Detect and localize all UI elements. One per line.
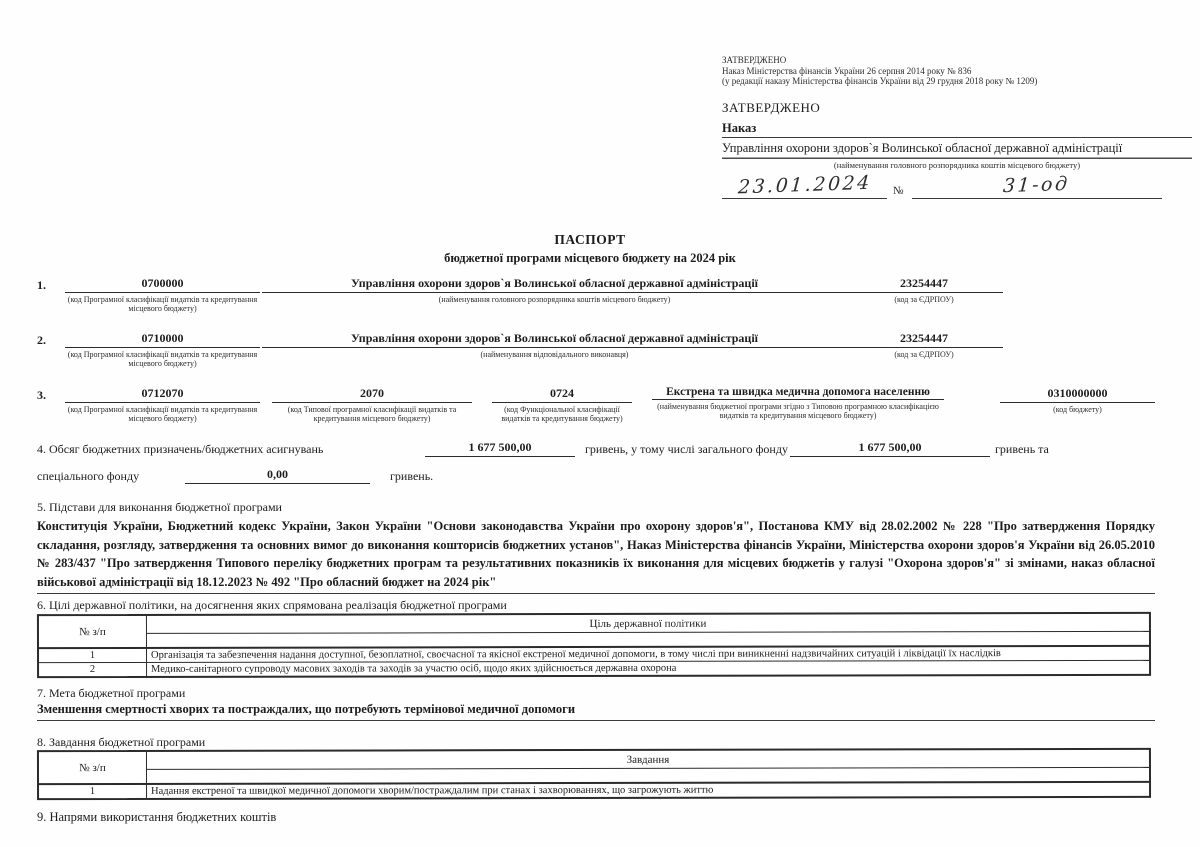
approving-organization: Управління охорони здоров`я Волинської обласної державної адміністрації — [722, 138, 1192, 159]
handwritten-date-field — [722, 171, 887, 199]
item1-code-field — [65, 276, 260, 314]
title-line1: ПАСПОРТ — [554, 232, 626, 247]
item1-name: Управління охорони здоров`я Волинської обласної державної адміністрації — [262, 276, 847, 293]
section8-heading: 8. Завдання бюджетної програми — [37, 735, 206, 749]
section7-goal-text: Зменшення смертності хворих та постраждалих, що потребують термінової медичної допомоги — [37, 702, 1155, 721]
section4-special-tail-text: гривень. — [390, 469, 434, 483]
section8-header-blank-row — [147, 768, 1149, 783]
section8-col-task-header-cell — [147, 750, 1149, 783]
section6-col-goal-header: Ціль державної політики — [147, 614, 1149, 634]
item1-name-caption: (найменування головного розпорядника коштів місцевого бюджету) — [438, 294, 671, 304]
section4-special-fund-label: спеціального фонду — [37, 469, 140, 483]
item3-program-name: Екстрена та швидка медична допомога населенню — [652, 386, 944, 400]
handwritten-date: 23.01.2024 — [736, 171, 873, 198]
item2-edrpou-field — [845, 331, 1003, 359]
section4-total-amount: 1 677 500,00 — [425, 440, 575, 457]
approved-stamp-small: ЗАТВЕРДЖЕНО — [722, 55, 787, 65]
item3-code-field — [65, 386, 260, 424]
item2-name: Управління охорони здоров`я Волинської обласної державної адміністрації — [262, 331, 847, 348]
table-row — [39, 647, 1149, 662]
section4-special-fund-amount: 0,00 — [185, 467, 370, 484]
handwritten-number-field — [912, 174, 1162, 199]
handwritten-number: 31-од — [1002, 172, 1071, 197]
item2-name-caption: (найменування відповідального виконавця) — [480, 349, 629, 359]
section8-row1-number: 1 — [39, 785, 147, 798]
section6-col-number-header: № з/п — [39, 616, 147, 647]
item1-code-caption: (код Програмної класифікації видатків та кредитування місцевого бюджету) — [67, 294, 258, 313]
section8-row1-text: Надання екстреної та швидкої медичної допомоги хворим/постраждалим при станах і захворюваннях, що загрожують життю — [151, 784, 714, 797]
section5-legal-basis-text: Конституція України, Бюджетний кодекс України, Закон України "Основи законодавства України про охорону здоров'я", Постанова КМУ від 28.02.2002 № 228 "Про затвердження Порядку складання, розгляду, затвердження та основних вимог до виконання кошторисів бюджетних установ", Наказ Міністерства фінансів України, Міністерства охорони здоров'я України від 26.05.2010 № 283/437 "Про затвердження Типового переліку бюджетних програм та результативних показників їх виконання для місцевих бюджетів у галузі "Охорона здоров'я" зі змінами, наказ обласної військової адміністрації від 18.12.2023 № 492 "Про обласний бюджет на 2024 рік" — [37, 517, 1155, 594]
section6-row2-number: 2 — [39, 663, 147, 676]
approved-stamp: ЗАТВЕРДЖЕНО — [722, 99, 821, 115]
item3-budget-code: 0310000000 — [1000, 386, 1155, 403]
section7-heading: 7. Мета бюджетної програми — [37, 686, 186, 700]
section6-row1-text: Організація та забезпечення надання доступної, безоплатної, своєчасної та якісної екстреної медичної допомоги, в тому числі при виникненні надзвичайних ситуацій і ліквідації їх наслідків — [151, 648, 1001, 661]
item3-tpkvk: 2070 — [272, 386, 472, 403]
section8-table-header — [39, 750, 1149, 783]
section8-table-body — [39, 781, 1149, 798]
section6-header-blank-row — [147, 632, 1149, 647]
section6-table-header — [39, 614, 1149, 647]
item3-budget-code-caption: (код бюджету) — [1053, 404, 1102, 414]
item2-code: 0710000 — [65, 331, 260, 348]
item3-budget-code-field — [1000, 386, 1155, 414]
item2-edrpou: 23254447 — [845, 331, 1003, 348]
section6-col-goal-header-cell — [147, 614, 1149, 647]
section5-heading: 5. Підстави для виконання бюджетної програми — [37, 500, 282, 514]
section9-heading: 9. Напрями використання бюджетних коштів — [37, 810, 277, 824]
section8-col-number-header: № з/п — [39, 752, 147, 783]
number-sign-label: № — [893, 184, 904, 197]
order-reference-line2: (у редакції наказу Міністерства фінансів України від 29 грудня 2018 року № 1209) — [722, 76, 1038, 86]
section6-row1-number: 1 — [39, 649, 147, 662]
section6-table-body — [39, 645, 1149, 676]
section6-heading: 6. Цілі державної політики, на досягнення яких спрямована реалізація бюджетної програми — [37, 598, 507, 612]
order-label: Наказ — [722, 121, 1192, 138]
document-title — [0, 232, 1180, 266]
item2-edrpou-caption: (код за ЄДРПОУ) — [894, 349, 954, 359]
item3-fk-caption: (код Функціональної класифікації видатків та кредитування бюджету) — [501, 404, 623, 423]
item3-fk-field — [492, 386, 632, 424]
table-row — [39, 783, 1149, 798]
item3-program-field — [652, 386, 944, 421]
title-line2: бюджетної програми місцевого бюджету на 2024 рік — [444, 251, 736, 265]
item3-fk: 0724 — [492, 386, 632, 403]
item1-edrpou: 23254447 — [845, 276, 1003, 293]
item2-name-field — [262, 331, 847, 359]
section8-tasks-table — [37, 748, 1151, 800]
item1-name-field — [262, 276, 847, 304]
item1-number: 1. — [37, 278, 46, 292]
item3-code: 0712070 — [65, 386, 260, 403]
item2-number: 2. — [37, 333, 46, 347]
section4-label: 4. Обсяг бюджетних призначень/бюджетних асигнувань — [37, 442, 324, 456]
section4-general-fund-amount: 1 677 500,00 — [790, 440, 990, 457]
section6-row2-text: Медико-санітарного супроводу масових заходів та заходів за участю осіб, щодо яких здійснюється державна охорона — [151, 662, 677, 675]
order-reference-line1: Наказ Міністерства фінансів України 26 серпня 2014 року № 836 — [722, 65, 972, 76]
item3-program-caption: (найменування бюджетної програми згідно з Типовою програмною класифікацією видатків та кредитування місцевого бюджету) — [657, 401, 939, 420]
item3-number: 3. — [37, 388, 46, 402]
item1-edrpou-caption: (код за ЄДРПОУ) — [894, 294, 954, 304]
item2-code-field — [65, 331, 260, 369]
item1-code: 0700000 — [65, 276, 260, 293]
handwritten-line — [722, 171, 1192, 199]
section4-mid-text: гривень, у тому числі загального фонду — [585, 442, 788, 456]
item3-tpkvk-field — [272, 386, 472, 424]
section6-goals-table — [37, 612, 1151, 678]
section8-col-task-header: Завдання — [147, 750, 1149, 770]
item1-edrpou-field — [845, 276, 1003, 304]
section4-tail-text: гривень та — [995, 442, 1049, 456]
item2-code-caption: (код Програмної класифікації видатків та кредитування місцевого бюджету) — [67, 349, 258, 368]
table-row — [39, 660, 1149, 676]
approving-organization-caption: (найменування головного розпорядника коштів місцевого бюджету) — [833, 159, 1081, 170]
item3-tpkvk-caption: (код Типової програмної класифікації видатків та кредитування місцевого бюджету) — [287, 404, 457, 423]
item3-code-caption: (код Програмної класифікації видатків та кредитування місцевого бюджету) — [67, 404, 258, 423]
approval-block — [722, 55, 1192, 199]
